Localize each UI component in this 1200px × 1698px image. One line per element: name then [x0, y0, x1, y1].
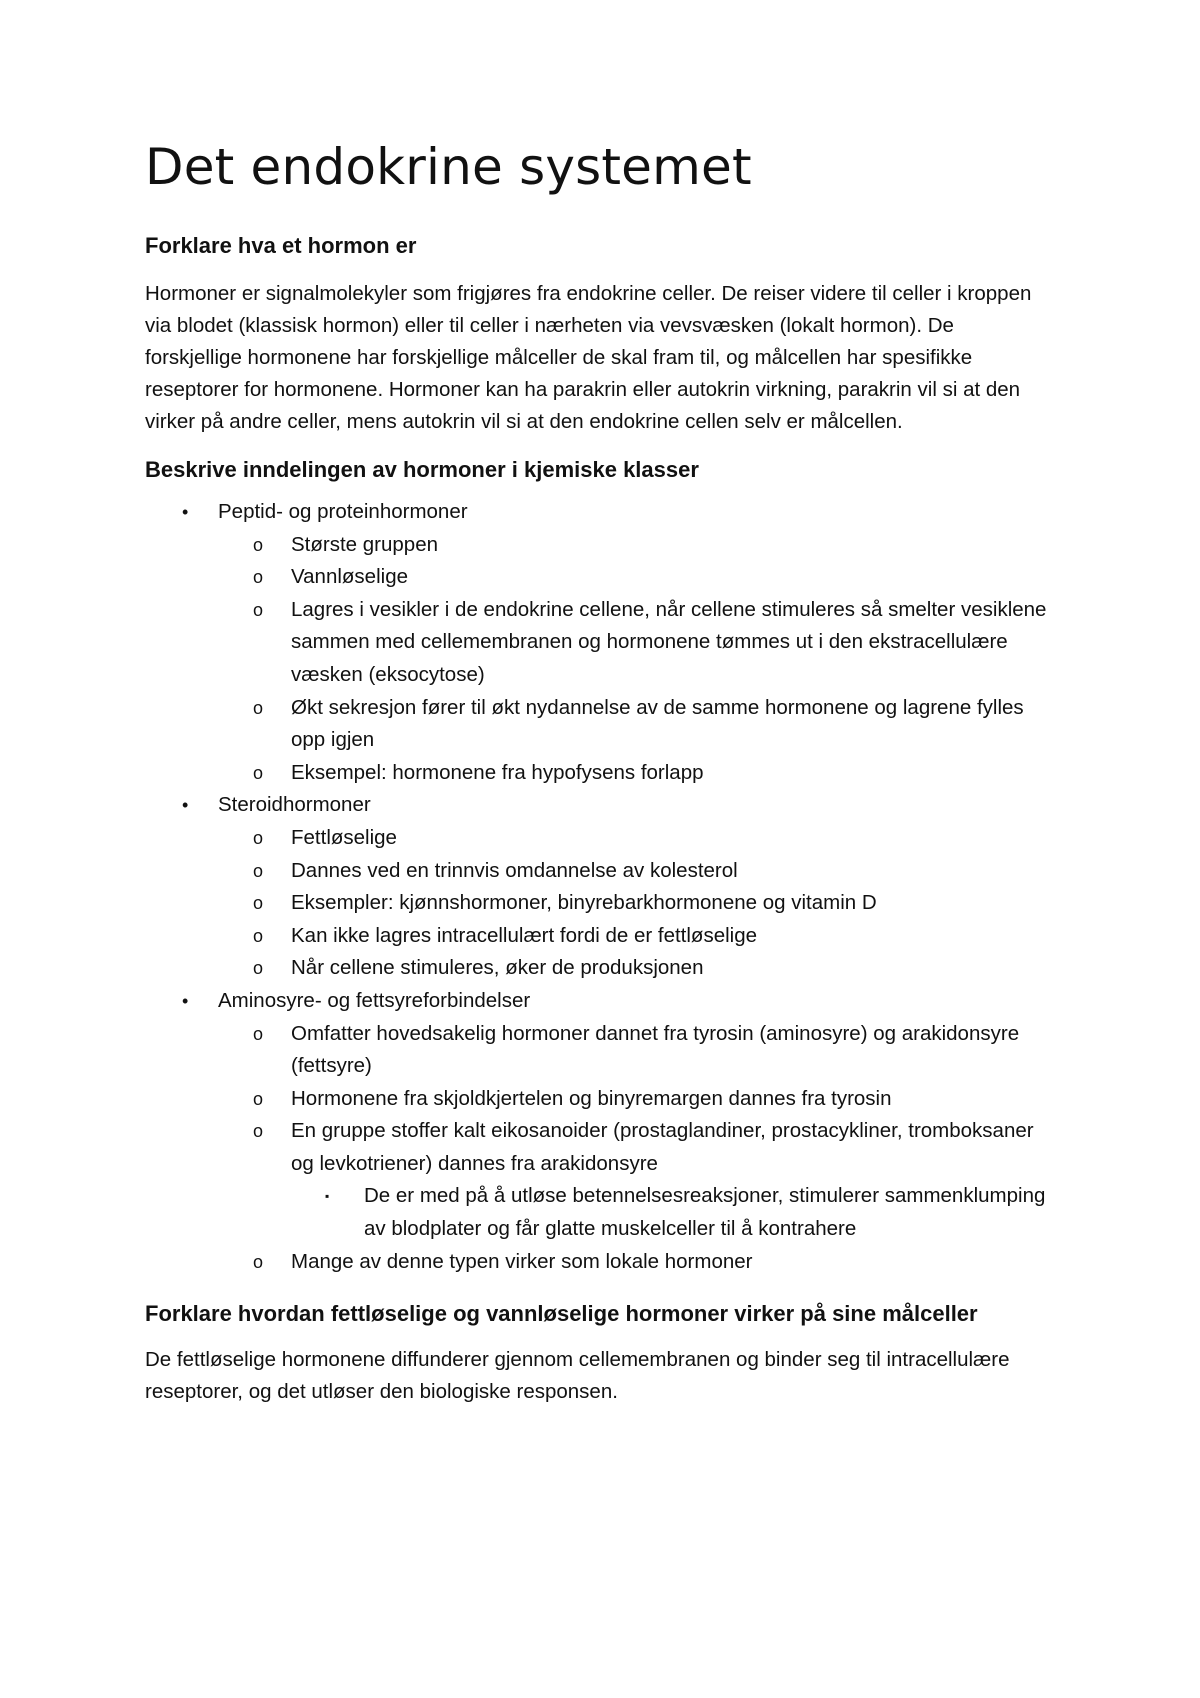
- list-item-text: Dannes ved en trinnvis omdannelse av kolesterol: [291, 858, 738, 882]
- list-item: [218, 1018, 1050, 1083]
- list-item: [218, 1115, 1050, 1245]
- sub-list: [218, 1018, 1050, 1279]
- list-item: [218, 529, 1050, 562]
- circle-bullet-icon: o: [253, 1121, 264, 1142]
- list-item-text: Hormonene fra skjoldkjertelen og binyremargen dannes fra tyrosin: [291, 1086, 892, 1110]
- list-item: [218, 822, 1050, 855]
- list-item: [291, 1180, 1050, 1245]
- list-item: [218, 692, 1050, 757]
- bullet-icon: •: [182, 502, 189, 522]
- section-heading-hormon: Forklare hva et hormon er: [145, 233, 417, 258]
- section-heading-klasser: Beskrive inndelingen av hormoner i kjemiske klasser: [145, 457, 699, 482]
- list-item-text: Økt sekresjon fører til økt nydannelse av de samme hormonene og lagrene fylles opp igjen: [291, 695, 1024, 752]
- list-item: [218, 561, 1050, 594]
- list-item: [145, 985, 1050, 1278]
- circle-bullet-icon: o: [253, 1088, 264, 1109]
- list-item-text: En gruppe stoffer kalt eikosanoider (prostaglandiner, prostacykliner, tromboksaner og levkotriener) dannes fra arakidonsyre: [291, 1119, 1034, 1175]
- document-title: Det endokrine systemet: [145, 138, 752, 196]
- circle-bullet-icon: o: [253, 925, 264, 946]
- list-item-text: Vannløselige: [291, 565, 408, 589]
- circle-bullet-icon: o: [253, 599, 264, 620]
- list-item-text: Omfatter hovedsakelig hormoner dannet fra tyrosin (aminosyre) og arakidonsyre (fettsyre): [291, 1021, 1020, 1078]
- list-item: [218, 1083, 1050, 1116]
- list-item-text: Mange av denne typen virker som lokale hormoner: [291, 1249, 753, 1273]
- circle-bullet-icon: o: [253, 860, 264, 881]
- section-body-virkning: De fettløselige hormonene diffunderer gjennom cellemembranen og binder seg til intracellulære reseptorer, og det utløser den biologiske responsen.: [145, 1348, 1010, 1404]
- circle-bullet-icon: o: [253, 893, 264, 914]
- list-item: [218, 1246, 1050, 1279]
- list-item: [218, 757, 1050, 790]
- bullet-icon: •: [182, 990, 189, 1011]
- circle-bullet-icon: o: [253, 958, 264, 979]
- class-label: Steroidhormoner: [218, 793, 371, 817]
- section-heading-virkning: Forklare hvordan fettløselige og vannløselige hormoner virker på sine målceller: [145, 1301, 978, 1327]
- list-item-text: Eksempler: kjønnshormoner, binyrebarkhormonene og vitamin D: [291, 891, 877, 915]
- sub-list: [218, 529, 1050, 790]
- sub-sub-list: [291, 1180, 1050, 1245]
- list-item: [145, 789, 1050, 985]
- list-item: [218, 887, 1050, 920]
- list-item: [145, 496, 1050, 789]
- circle-bullet-icon: o: [253, 827, 264, 848]
- class-label: Aminosyre- og fettsyreforbindelser: [218, 988, 531, 1012]
- list-item-text: Eksempel: hormonene fra hypofysens forlapp: [291, 760, 704, 784]
- circle-bullet-icon: o: [253, 762, 264, 783]
- circle-bullet-icon: o: [253, 1251, 264, 1272]
- list-item-text: Kan ikke lagres intracellulært fordi de er fettløselige: [291, 923, 758, 947]
- list-item-text: De er med på å utløse betennelsesreaksjoner, stimulerer sammenklumping av blodplater og får glatte muskelceller til å kontrahere: [364, 1184, 1046, 1241]
- list-item: [218, 594, 1050, 692]
- circle-bullet-icon: o: [253, 1023, 264, 1044]
- list-item-text: Fettløselige: [291, 825, 397, 849]
- bullet-icon: •: [182, 795, 189, 816]
- circle-bullet-icon: o: [253, 567, 264, 588]
- list-item-text: Største gruppen: [291, 532, 438, 556]
- list-item: [218, 855, 1050, 888]
- circle-bullet-icon: o: [253, 534, 264, 555]
- list-item-text: Lagres i vesikler i de endokrine cellene, når cellene stimuleres så smelter vesiklene sammen med cellemembranen og hormonene tømmes ut i den ekstracellulære væsken (eksocytose): [291, 597, 1047, 686]
- section-body-hormon: Hormoner er signalmolekyler som frigjøres fra endokrine celler. De reiser videre til celler i kroppen via blodet (klassisk hormon) eller til celler i nærheten via vevsvæsken (lokalt hormon). De forskjellige hormonene har forskjellige målceller de skal fram til, og målcellen har spesifikke reseptorer for hormonene. Hormoner kan ha parakrin eller autokrin virkning, parakrin vil si at den virker på andre celler, mens autokrin vil si at den endokrine cellen selv er målcellen.: [145, 282, 1032, 433]
- sub-list: [218, 822, 1050, 985]
- class-label: Peptid- og proteinhormoner: [218, 500, 468, 523]
- circle-bullet-icon: o: [253, 697, 264, 718]
- list-item: [218, 920, 1050, 953]
- square-bullet-icon: ▪: [325, 1189, 330, 1204]
- list-item-text: Når cellene stimuleres, øker de produksjonen: [291, 956, 704, 980]
- list-item: [218, 952, 1050, 985]
- hormone-class-list: [145, 496, 1050, 1278]
